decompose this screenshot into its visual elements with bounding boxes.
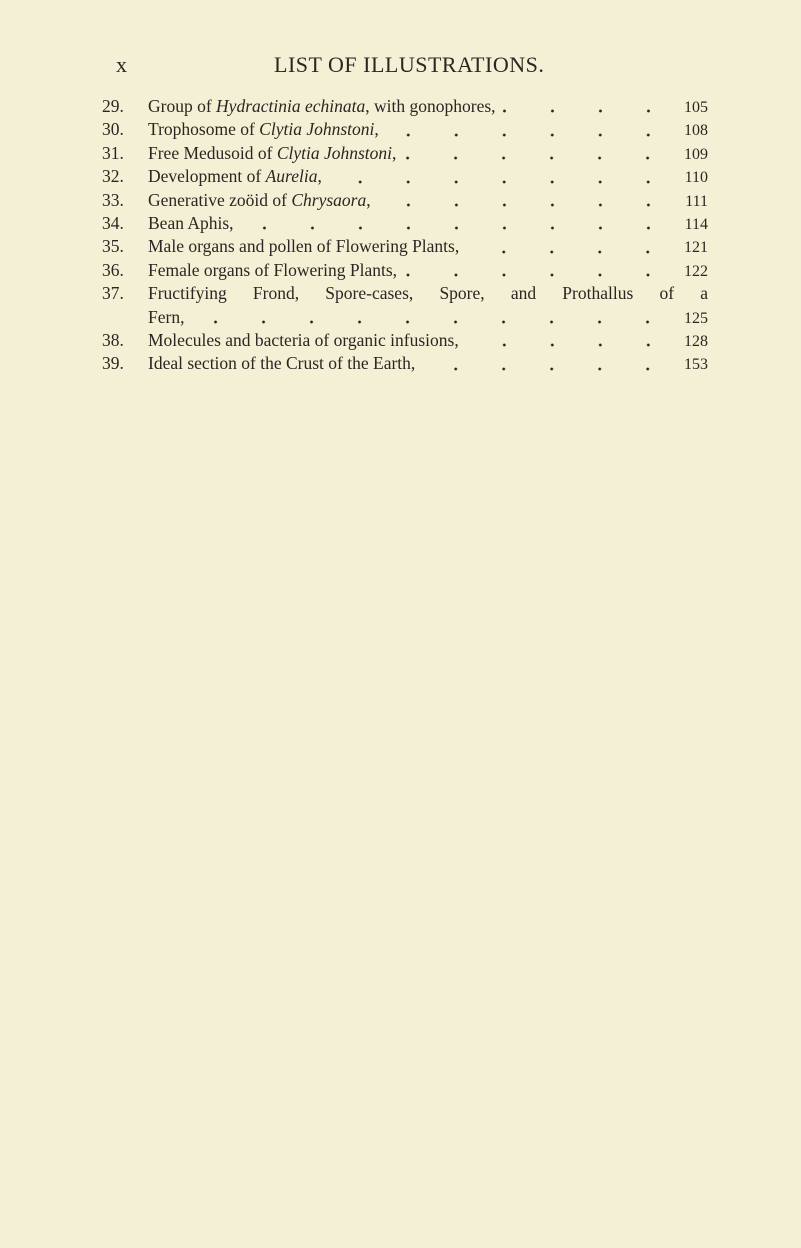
- list-item: [102, 283, 708, 306]
- page-number: 109: [684, 145, 708, 163]
- page-number: 125: [684, 309, 708, 327]
- dot-leader: [421, 367, 672, 371]
- page-number: 121: [684, 239, 708, 257]
- page-number: 105: [684, 99, 708, 116]
- list-item: [102, 213, 708, 236]
- dot-leader: [402, 156, 672, 160]
- item-title: [148, 330, 459, 351]
- item-title: [148, 96, 496, 117]
- dot-leader: [377, 203, 672, 207]
- title-italic: Aurelia: [265, 166, 318, 187]
- title-text: Female organs of Flowering Plants,: [148, 259, 398, 280]
- title-text: Bean Aphis,: [148, 212, 234, 233]
- dot-leader: [240, 226, 672, 230]
- list-item: [102, 119, 708, 142]
- title-text: Generative zoöid of: [148, 189, 292, 210]
- item-title: [148, 166, 322, 187]
- item-number: 31.: [102, 142, 124, 163]
- item-title: [148, 353, 415, 374]
- title-text: Male organs and pollen of Flowering Plants,: [148, 236, 460, 257]
- page-number: 110: [684, 169, 708, 187]
- item-number: 39.: [102, 353, 124, 374]
- item-number: 33.: [102, 189, 124, 210]
- item-title: [148, 260, 397, 281]
- title-text-end: , with gonophores,: [365, 96, 496, 116]
- item-title: [148, 213, 234, 234]
- title-text: Free Medusoid of: [148, 142, 277, 163]
- item-title-continued: Fern,: [148, 306, 185, 327]
- page-number: 108: [684, 122, 708, 140]
- dot-leader: [403, 273, 672, 277]
- title-text: Ideal section of the Crust of the Earth,: [148, 353, 416, 374]
- item-title: Fructifying Frond, Spore-cases, Spore, and Prothallus of a: [148, 283, 708, 304]
- title-italic: Clytia Johnstoni: [259, 119, 375, 140]
- item-title: [148, 236, 459, 257]
- item-number: 35.: [102, 236, 124, 257]
- title-text-end: ,: [392, 142, 397, 163]
- list-item: [102, 190, 708, 213]
- title-text: Molecules and bacteria of organic infusions,: [148, 329, 459, 350]
- item-number: 30.: [102, 119, 124, 140]
- dot-leader: [465, 343, 672, 347]
- item-number: 38.: [102, 329, 124, 350]
- dot-leader: [502, 109, 672, 113]
- title-text-end: ,: [366, 189, 371, 210]
- page-folio: x: [116, 52, 127, 77]
- page-title: LIST OF ILLUSTRATIONS.: [274, 52, 545, 77]
- item-title: [148, 143, 396, 164]
- item-number: 32.: [102, 166, 124, 187]
- list-item: [102, 353, 708, 376]
- item-number: 36.: [102, 259, 124, 280]
- page-number: 153: [684, 356, 708, 374]
- item-title: [148, 190, 371, 211]
- dot-leader: [328, 180, 672, 184]
- dot-leader: [385, 133, 672, 137]
- page-number: 122: [684, 262, 708, 280]
- title-text-end: ,: [374, 119, 379, 140]
- title-text-end: ,: [317, 166, 322, 187]
- title-text: Trophosome of: [148, 119, 260, 140]
- title-text: Development of: [148, 166, 266, 187]
- item-title: [148, 119, 379, 140]
- list-item: [102, 166, 708, 189]
- page-number: 111: [685, 192, 708, 210]
- page-number: 114: [684, 215, 708, 233]
- list-item: [102, 330, 708, 353]
- list-item: [102, 143, 708, 166]
- page-header: [0, 52, 801, 82]
- item-number: 37.: [102, 283, 124, 304]
- title-text: Group of: [148, 96, 217, 116]
- title-italic: Chrysaora: [291, 189, 367, 210]
- title-italic: Hydractinia echinata: [216, 96, 366, 116]
- list-item: [102, 96, 708, 119]
- item-number: 29.: [102, 96, 124, 116]
- illustrations-list: [102, 96, 708, 377]
- list-item-continuation: [102, 307, 708, 330]
- dot-leader: [465, 250, 672, 254]
- page-number: 128: [684, 332, 708, 350]
- dot-leader: [190, 320, 672, 324]
- item-number: 34.: [102, 212, 124, 233]
- list-item: [102, 260, 708, 283]
- title-italic: Clytia Johnstoni: [276, 142, 393, 163]
- list-item: [102, 236, 708, 259]
